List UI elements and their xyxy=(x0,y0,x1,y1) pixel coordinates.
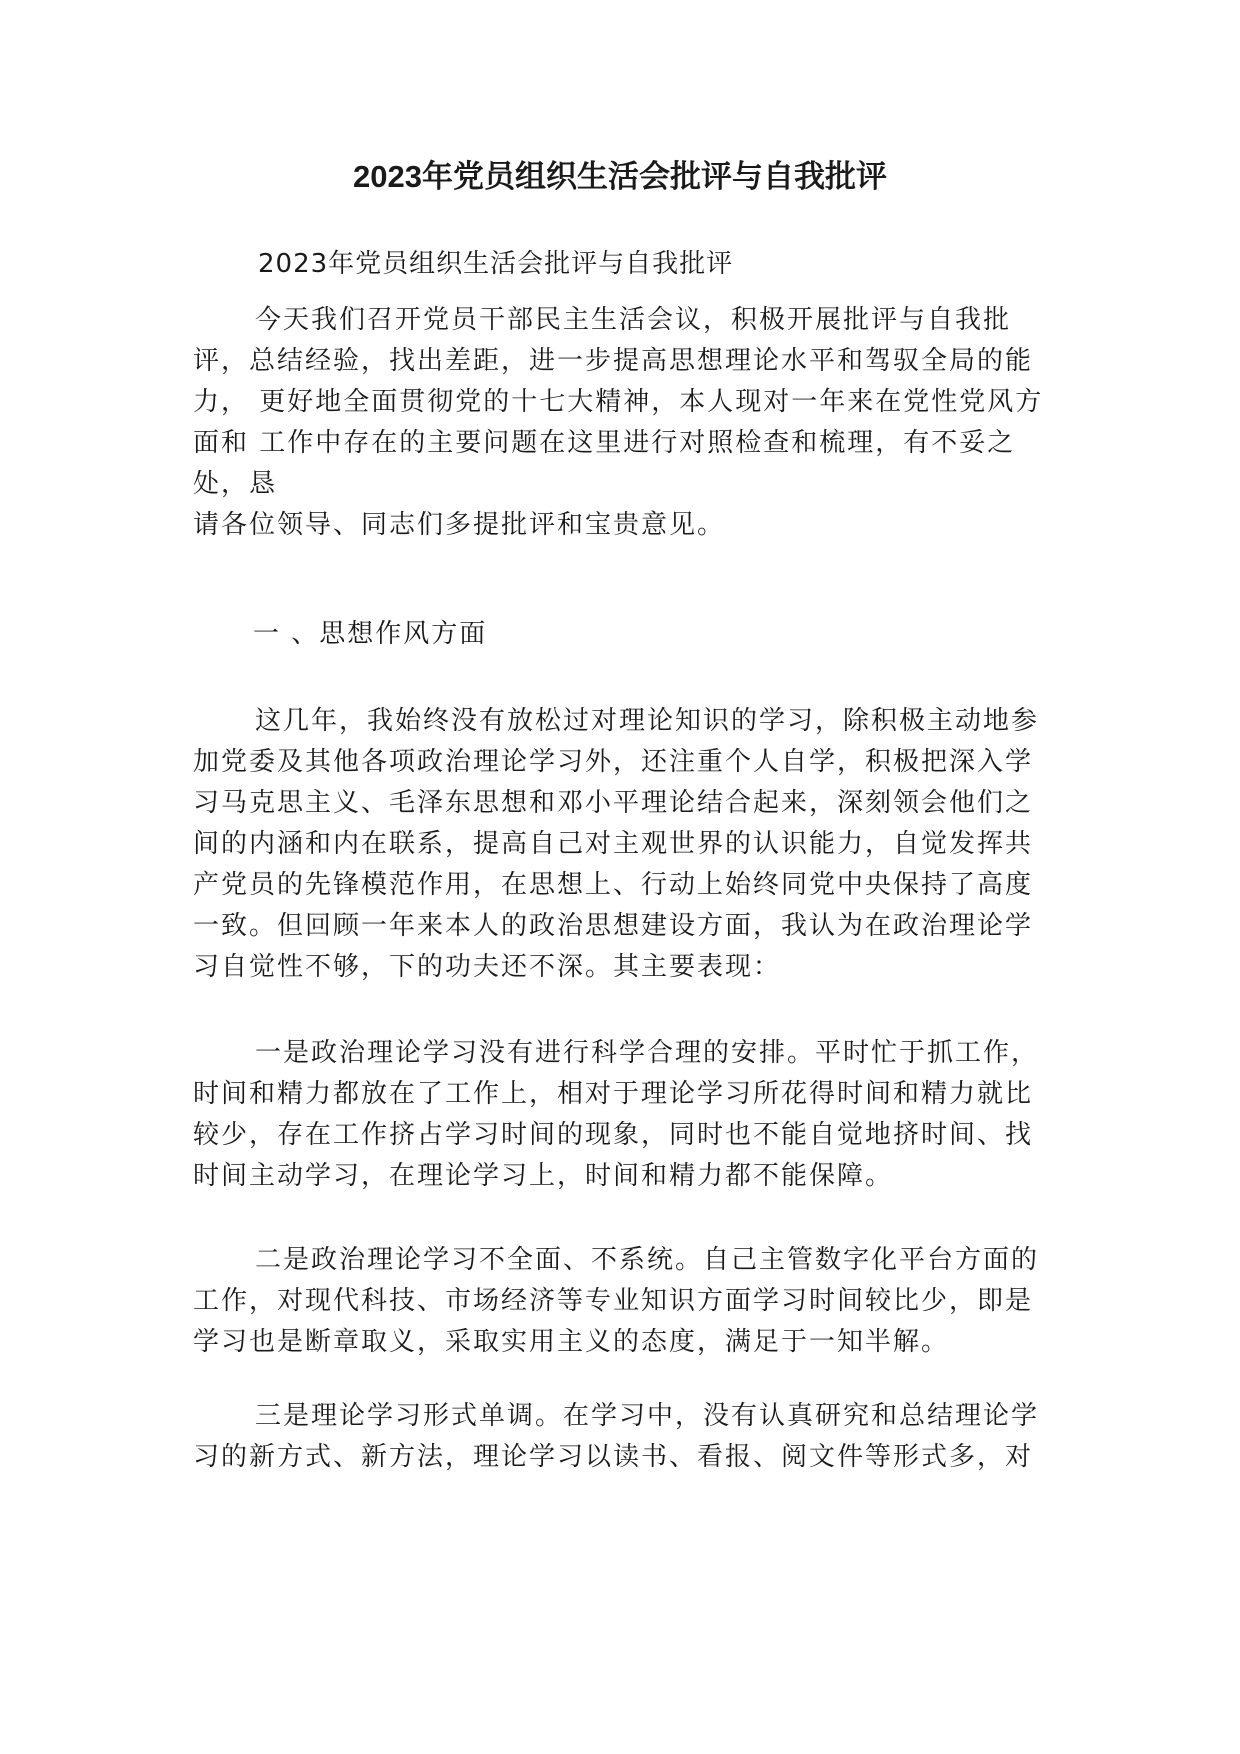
section-heading: 一 、思想作风方面 xyxy=(253,619,488,649)
section1-paragraph xyxy=(193,701,1073,988)
intro-line: 力， 更好地全面贯彻党的十七大精神，本人现对一年来在党性党风方 xyxy=(193,387,1044,417)
point-three-paragraph xyxy=(193,1396,1073,1478)
paragraph-line: 一是政治理论学习没有进行科学合理的安排。平时忙于抓工作， xyxy=(255,1038,1040,1068)
intro-line: 面和 工作中存在的主要问题在这里进行对照检查和梳理，有不妥之 xyxy=(193,428,1016,458)
paragraph-line: 时间主动学习，在理论学习上，时间和精力都不能保障。 xyxy=(193,1161,894,1191)
paragraph-line: 一致。但回顾一年来本人的政治思想建设方面，我认为在政治理论学 xyxy=(193,911,1034,941)
paragraph-line: 习马克思主义、毛泽东思想和邓小平理论结合起来，深刻领会他们之 xyxy=(193,788,1034,818)
paragraph-line: 习自觉性不够，下的功夫还不深。其主要表现： xyxy=(193,952,782,982)
point-two-paragraph xyxy=(193,1240,1073,1363)
document-title: 2023年党员组织生活会批评与自我批评 xyxy=(353,159,887,194)
paragraph-line: 二是政治理论学习不全面、不系统。自己主管数字化平台方面的 xyxy=(255,1245,1040,1275)
paragraph-line: 学习也是断章取义，采取实用主义的态度，满足于一知半解。 xyxy=(193,1327,950,1357)
point-one-paragraph xyxy=(193,1033,1073,1197)
paragraph-line: 工作，对现代科技、市场经济等专业知识方面学习时间较比少，即是 xyxy=(193,1286,1034,1316)
paragraph-line: 习的新方式、新方法，理论学习以读书、看报、阅文件等形式多，对 xyxy=(193,1442,1034,1472)
intro-line: 评，总结经验，找出差距，进一步提高思想理论水平和驾驭全局的能 xyxy=(193,346,1034,376)
paragraph-line: 产党员的先锋模范作用，在思想上、行动上始终同党中央保持了高度 xyxy=(193,870,1034,900)
paragraph-line: 较少，存在工作挤占学习时间的现象，同时也不能自觉地挤时间、找 xyxy=(193,1120,1034,1150)
intro-line: 今天我们召开党员干部民主生活会议，积极开展批评与自我批 xyxy=(255,305,1012,335)
paragraph-line: 时间和精力都放在了工作上，相对于理论学习所花得时间和精力就比 xyxy=(193,1079,1034,1109)
intro-line: 处，恳 xyxy=(193,469,278,499)
paragraph-line: 三是理论学习形式单调。在学习中，没有认真研究和总结理论学 xyxy=(255,1401,1040,1431)
document-subtitle: 2023年党员组织生活会批评与自我批评 xyxy=(258,249,734,279)
intro-paragraph xyxy=(193,300,1073,546)
paragraph-line: 加党委及其他各项政治理论学习外，还注重个人自学，积极把深入学 xyxy=(193,747,1034,777)
intro-line: 请各位领导、同志们多提批评和宝贵意见。 xyxy=(193,510,726,540)
paragraph-line: 间的内涵和内在联系，提高自己对主观世界的认识能力，自觉发挥共 xyxy=(193,829,1034,859)
paragraph-line: 这几年，我始终没有放松过对理论知识的学习，除积极主动地参 xyxy=(255,706,1040,736)
